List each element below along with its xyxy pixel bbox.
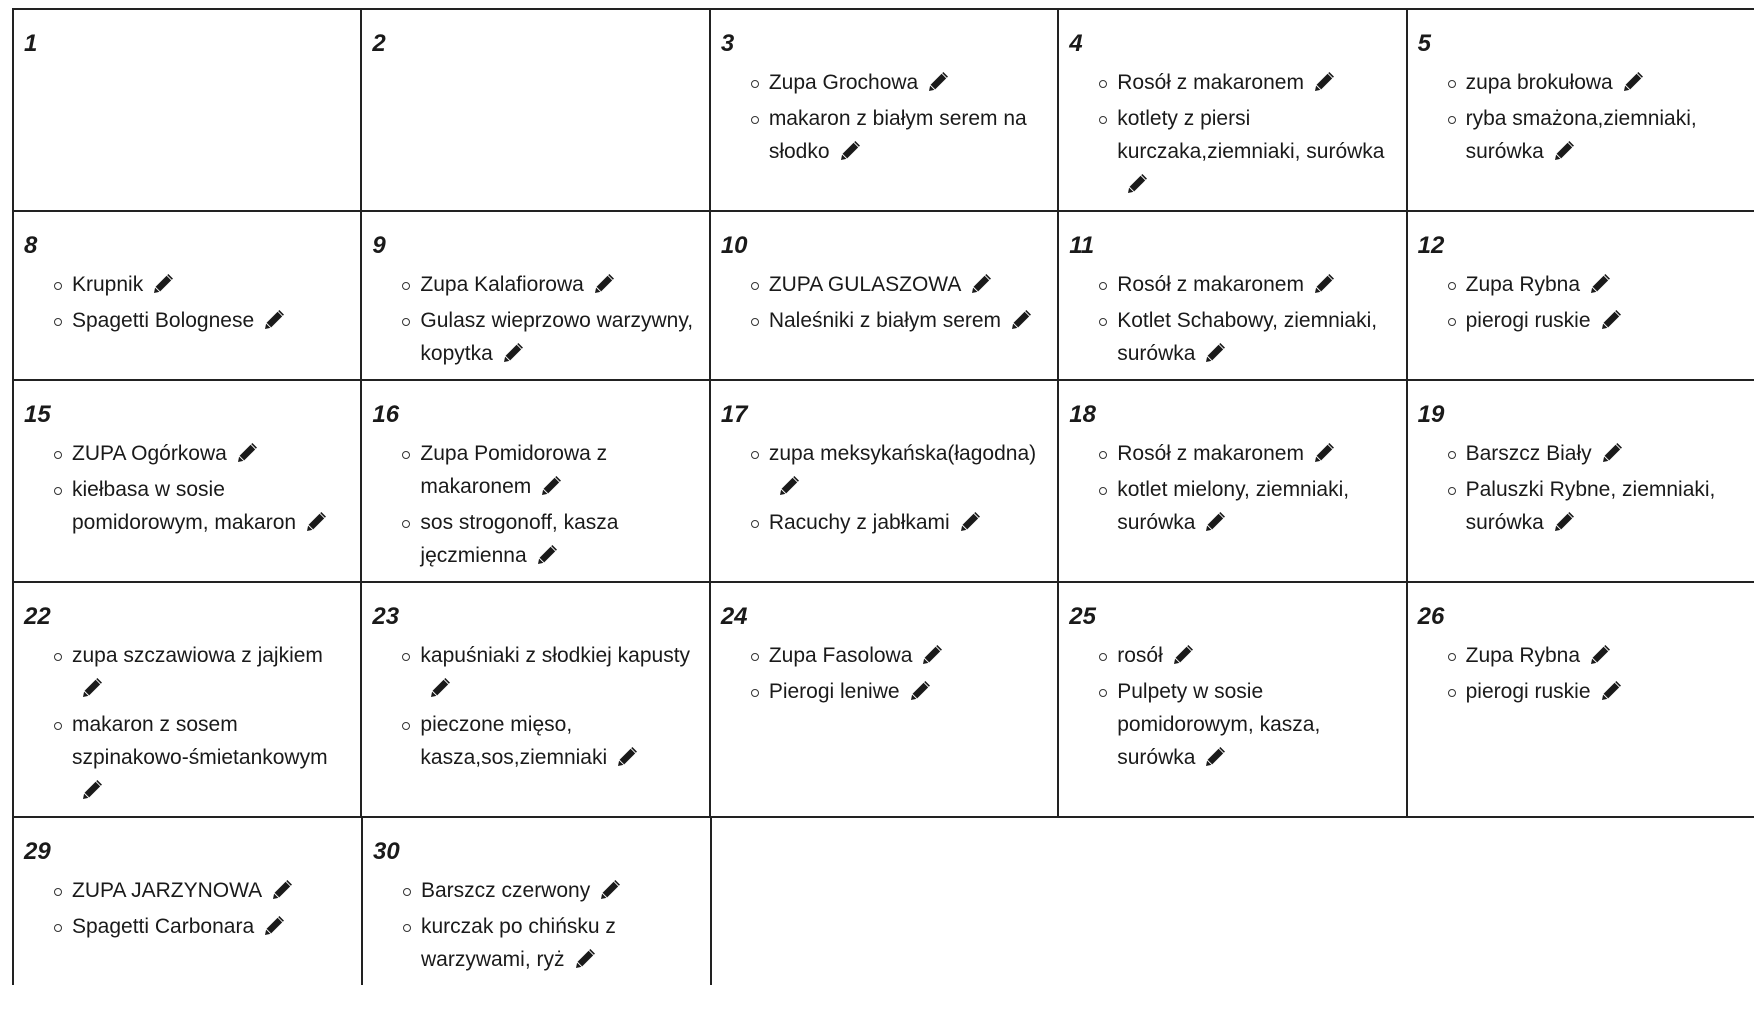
day-cell	[1406, 10, 1754, 210]
meal-item	[751, 304, 1047, 340]
day-cell	[1057, 10, 1405, 210]
meal-name: pieczone mięso, kasza,sos,ziemniaki	[420, 713, 608, 769]
pencil-icon[interactable]	[306, 509, 326, 542]
day-cell	[360, 212, 708, 379]
meal-list	[24, 639, 350, 810]
meal-name: Rosół z makaronem	[1117, 273, 1304, 296]
meal-name: Barszcz czerwony	[421, 879, 591, 902]
meal-name: kotlety z piersi kurczaka,ziemniaki, surówka	[1117, 107, 1385, 163]
meal-name: Spagetti Carbonara	[72, 915, 255, 938]
day-number: 5	[1417, 30, 1431, 57]
meal-item	[1448, 473, 1744, 542]
meal-name: Rosół z makaronem	[1117, 71, 1304, 94]
meal-item	[751, 675, 1047, 711]
meal-list	[1418, 66, 1744, 171]
meal-item	[1099, 66, 1395, 102]
meal-item	[1099, 675, 1395, 777]
day-cell	[360, 583, 708, 816]
day-number: 18	[1069, 401, 1096, 428]
pencil-icon[interactable]	[1314, 271, 1334, 304]
meal-name: kotlet mielony, ziemniaki, surówka	[1117, 478, 1350, 534]
meal-name: Kotlet Schabowy, ziemniaki, surówka	[1117, 309, 1378, 365]
pencil-icon[interactable]	[971, 271, 991, 304]
meal-list	[1418, 639, 1744, 711]
pencil-icon[interactable]	[575, 946, 595, 979]
meal-item	[402, 708, 698, 777]
meal-item	[1448, 437, 1744, 473]
day-cell	[12, 583, 360, 816]
meal-item	[402, 268, 698, 304]
meal-name: makaron z białym serem na słodko	[768, 107, 1027, 163]
meal-item	[1099, 304, 1395, 373]
pencil-icon[interactable]	[1205, 744, 1225, 777]
pencil-icon[interactable]	[1601, 307, 1621, 340]
meal-name: Zupa Fasolowa	[768, 644, 913, 667]
meal-item	[1099, 639, 1395, 675]
meal-name: Zupa Pomidorowa z makaronem	[420, 442, 608, 498]
day-number: 19	[1417, 401, 1445, 428]
day-cell	[1057, 212, 1405, 379]
empty-region	[710, 818, 1754, 985]
pencil-icon[interactable]	[840, 138, 860, 171]
meal-list	[721, 639, 1047, 711]
day-number: 16	[372, 401, 400, 428]
meal-item	[751, 506, 1047, 542]
meal-list	[1069, 268, 1395, 373]
meal-item	[1448, 675, 1744, 711]
meal-name: kiełbasa w sosie pomidorowym, makaron	[72, 478, 297, 534]
meal-name: Rosół z makaronem	[1117, 442, 1304, 465]
meal-name: kurczak po chińsku z warzywami, ryż	[421, 915, 616, 971]
pencil-icon[interactable]	[1314, 440, 1334, 473]
meal-item	[403, 910, 700, 979]
meal-item	[751, 437, 1047, 506]
meal-name: Zupa Rybna	[1465, 644, 1581, 667]
day-cell	[709, 583, 1057, 816]
pencil-icon[interactable]	[910, 678, 930, 711]
meal-name: Pierogi leniwe	[768, 680, 900, 703]
meal-item	[403, 874, 700, 910]
meal-item	[54, 268, 350, 304]
meal-item	[402, 506, 698, 575]
day-number: 9	[372, 232, 386, 259]
day-number: 8	[24, 232, 38, 259]
pencil-icon[interactable]	[82, 777, 102, 810]
day-number: 3	[720, 30, 735, 57]
pencil-icon[interactable]	[1205, 340, 1225, 373]
pencil-icon[interactable]	[153, 271, 173, 304]
pencil-icon[interactable]	[1590, 271, 1610, 304]
meal-name: Spagetti Bolognese	[72, 309, 255, 332]
day-number: 30	[373, 838, 400, 865]
meal-item	[1448, 639, 1744, 675]
day-cell	[12, 818, 361, 985]
day-number: 11	[1069, 232, 1095, 259]
calendar-week-row	[12, 212, 1754, 381]
day-number: 4	[1069, 30, 1083, 57]
meal-name: ZUPA JARZYNOWA	[72, 879, 263, 902]
meal-item	[1448, 268, 1744, 304]
meal-name: kapuśniaki z słodkiej kapusty	[420, 644, 691, 667]
meal-item	[402, 639, 698, 708]
day-number: 12	[1417, 232, 1445, 259]
meal-list	[372, 639, 698, 777]
meal-item	[751, 102, 1047, 171]
day-number: 2	[372, 30, 386, 57]
pencil-icon[interactable]	[600, 877, 620, 910]
meal-name: rosół	[1117, 644, 1163, 667]
meal-name: zupa meksykańska(łagodna)	[768, 442, 1037, 465]
meal-item	[1099, 473, 1395, 542]
pencil-icon[interactable]	[1314, 69, 1334, 102]
meal-item	[54, 473, 350, 542]
meal-name: Pulpety w sosie pomidorowym, kasza, surówka	[1117, 680, 1321, 769]
meal-name: zupa brokułowa	[1465, 71, 1613, 94]
day-cell	[12, 381, 360, 581]
meal-list	[24, 437, 350, 542]
meal-item	[1099, 102, 1395, 204]
day-cell	[1406, 583, 1754, 816]
meal-name: pierogi ruskie	[1465, 680, 1591, 703]
day-cell	[360, 381, 708, 581]
meal-item	[1099, 268, 1395, 304]
meal-list	[24, 268, 350, 340]
day-cell	[709, 10, 1057, 210]
day-cell	[1406, 212, 1754, 379]
meal-item	[751, 66, 1047, 102]
day-cell	[12, 10, 360, 210]
pencil-icon[interactable]	[237, 440, 257, 473]
meal-item	[54, 910, 351, 946]
day-number: 24	[720, 603, 748, 630]
meal-list	[1069, 437, 1395, 542]
meal-name: Barszcz Biały	[1465, 442, 1592, 465]
meal-list	[721, 268, 1047, 340]
meal-list	[24, 874, 351, 946]
pencil-icon[interactable]	[617, 744, 637, 777]
meal-list	[721, 437, 1047, 542]
day-cell	[360, 10, 708, 210]
day-number: 23	[372, 603, 400, 630]
meal-item	[1448, 304, 1744, 340]
meal-name: ryba smażona,ziemniaki, surówka	[1465, 107, 1697, 163]
meal-name: Krupnik	[72, 273, 144, 296]
pencil-icon[interactable]	[1623, 69, 1643, 102]
meal-name: Zupa Kalafiorowa	[420, 273, 584, 296]
pencil-icon[interactable]	[272, 877, 292, 910]
day-number: 26	[1417, 603, 1445, 630]
calendar-week-row	[12, 8, 1754, 212]
day-cell	[1057, 583, 1405, 816]
meal-name: makaron z sosem szpinakowo-śmietankowym	[72, 713, 328, 769]
pencil-icon[interactable]	[594, 271, 614, 304]
meal-item	[402, 437, 698, 506]
meal-name: Gulasz wieprzowo warzywny, kopytka	[420, 309, 694, 365]
pencil-icon[interactable]	[1590, 642, 1610, 675]
day-number: 25	[1069, 603, 1096, 630]
meal-name: Zupa Rybna	[1465, 273, 1581, 296]
day-number: 29	[24, 838, 51, 865]
meal-list	[721, 66, 1047, 171]
day-cell	[1057, 381, 1405, 581]
day-cell	[709, 381, 1057, 581]
meal-name: pierogi ruskie	[1465, 309, 1591, 332]
meal-name: sos strogonoff, kasza jęczmienna	[420, 511, 619, 567]
calendar-week-row	[12, 583, 1754, 818]
meal-list	[1418, 268, 1744, 340]
pencil-icon[interactable]	[1011, 307, 1031, 340]
pencil-icon[interactable]	[430, 675, 450, 708]
day-number: 1	[24, 30, 38, 57]
meal-name: Racuchy z jabłkami	[768, 511, 950, 534]
meal-name: ZUPA Ogórkowa	[72, 442, 227, 465]
day-cell	[1406, 381, 1754, 581]
pencil-icon[interactable]	[541, 473, 561, 506]
pencil-icon[interactable]	[1554, 509, 1574, 542]
pencil-icon[interactable]	[922, 642, 942, 675]
meal-item	[1099, 437, 1395, 473]
meal-item	[54, 639, 350, 708]
meal-item	[54, 708, 350, 810]
meal-item	[1448, 102, 1744, 171]
pencil-icon[interactable]	[264, 913, 284, 946]
pencil-icon[interactable]	[503, 340, 523, 373]
day-cell	[12, 212, 360, 379]
day-number: 10	[720, 232, 748, 259]
pencil-icon[interactable]	[1554, 138, 1574, 171]
pencil-icon[interactable]	[1173, 642, 1193, 675]
day-number: 22	[24, 603, 51, 630]
day-number: 15	[24, 401, 51, 428]
meal-list	[373, 874, 700, 979]
pencil-icon[interactable]	[1601, 678, 1621, 711]
meal-name: ZUPA GULASZOWA	[768, 273, 962, 296]
meal-list	[372, 268, 698, 373]
calendar-week-row	[12, 381, 1754, 583]
meal-name: Paluszki Rybne, ziemniaki, surówka	[1465, 478, 1716, 534]
pencil-icon[interactable]	[960, 509, 980, 542]
menu-calendar-grid	[12, 8, 1754, 985]
meal-item	[54, 437, 350, 473]
meal-item	[1448, 66, 1744, 102]
meal-name: Zupa Grochowa	[768, 71, 919, 94]
meal-list	[1069, 66, 1395, 204]
pencil-icon[interactable]	[264, 307, 284, 340]
pencil-icon[interactable]	[82, 675, 102, 708]
pencil-icon[interactable]	[1127, 171, 1147, 204]
pencil-icon[interactable]	[779, 473, 799, 506]
meal-item	[402, 304, 698, 373]
meal-item	[54, 304, 350, 340]
pencil-icon[interactable]	[1602, 440, 1622, 473]
meal-item	[751, 268, 1047, 304]
meal-name: zupa szczawiowa z jajkiem	[72, 644, 323, 667]
pencil-icon[interactable]	[928, 69, 948, 102]
day-cell	[709, 212, 1057, 379]
meal-list	[372, 437, 698, 575]
meal-list	[1418, 437, 1744, 542]
day-cell	[361, 818, 710, 985]
pencil-icon[interactable]	[537, 542, 557, 575]
meal-item	[751, 639, 1047, 675]
day-number: 17	[720, 401, 748, 428]
meal-item	[54, 874, 351, 910]
meal-name: Naleśniki z białym serem	[768, 309, 1002, 332]
pencil-icon[interactable]	[1205, 509, 1225, 542]
meal-list	[1069, 639, 1395, 777]
calendar-week-row	[12, 818, 1754, 985]
